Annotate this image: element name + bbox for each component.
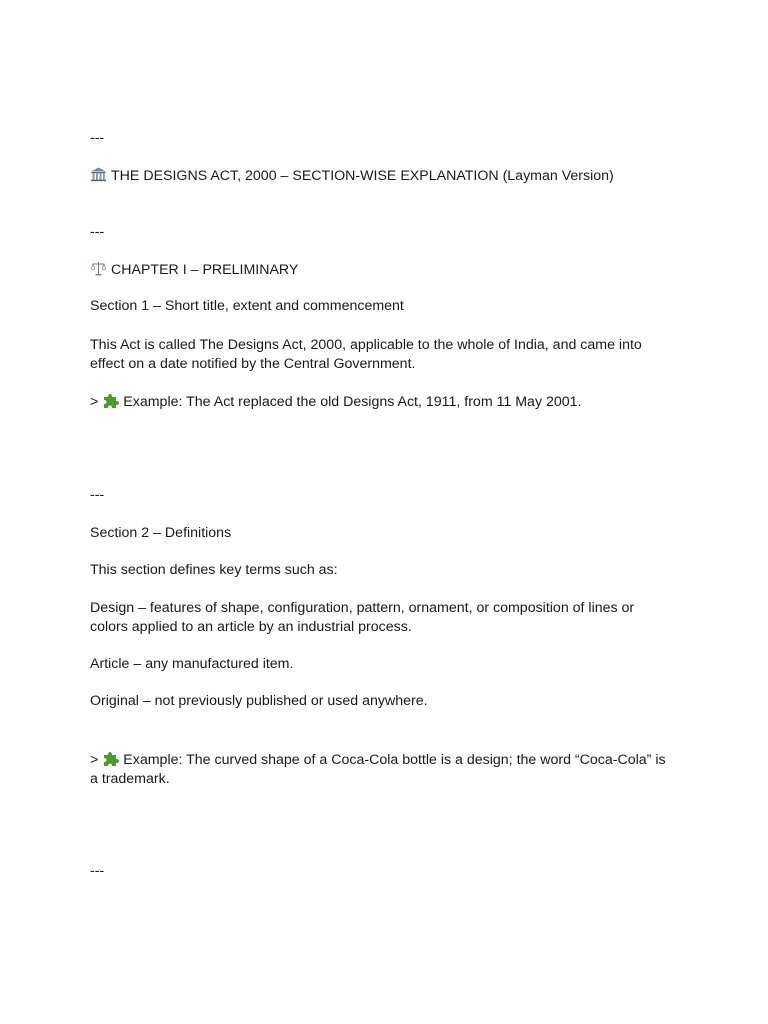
section-2-intro: This section defines key terms such as:	[90, 562, 338, 578]
section-1-example	[90, 392, 680, 412]
divider-1: ---	[90, 130, 105, 146]
document-title	[90, 166, 680, 186]
puzzle-piece-icon	[102, 392, 119, 409]
divider-3: ---	[90, 487, 105, 503]
classical-building-icon	[90, 166, 107, 183]
section-2-heading: Section 2 – Definitions	[90, 525, 232, 541]
section-1-heading: Section 1 – Short title, extent and commencement	[90, 298, 404, 314]
divider-2: ---	[90, 224, 105, 240]
section-1-body: This Act is called The Designs Act, 2000, applicable to the whole of India, and came into effect on a date notified by the Central Government.	[90, 337, 642, 372]
definition-original: Original – not previously published or used anywhere.	[90, 693, 428, 709]
balance-scale-icon	[90, 260, 107, 277]
section-1-example-text: Example: The Act replaced the old Designs Act, 1911, from 11 May 2001.	[123, 394, 582, 410]
puzzle-piece-icon	[102, 750, 119, 767]
chapter-heading-text: CHAPTER I – PRELIMINARY	[111, 262, 299, 278]
section-2-example-text: Example: The curved shape of a Coca-Cola bottle is a design; the word “Coca-Cola” is a trademark.	[90, 752, 666, 787]
document-title-text: THE DESIGNS ACT, 2000 – SECTION-WISE EXPLANATION (Layman Version)	[111, 168, 614, 184]
quote-marker: >	[90, 394, 99, 410]
definition-design: Design – features of shape, configuration, pattern, ornament, or composition of lines or colors applied to an article by an industrial process.	[90, 600, 635, 635]
quote-marker: >	[90, 752, 99, 768]
chapter-heading	[90, 260, 680, 280]
definition-article: Article – any manufactured item.	[90, 656, 294, 672]
section-2-example	[90, 750, 676, 789]
divider-4: ---	[90, 863, 105, 879]
